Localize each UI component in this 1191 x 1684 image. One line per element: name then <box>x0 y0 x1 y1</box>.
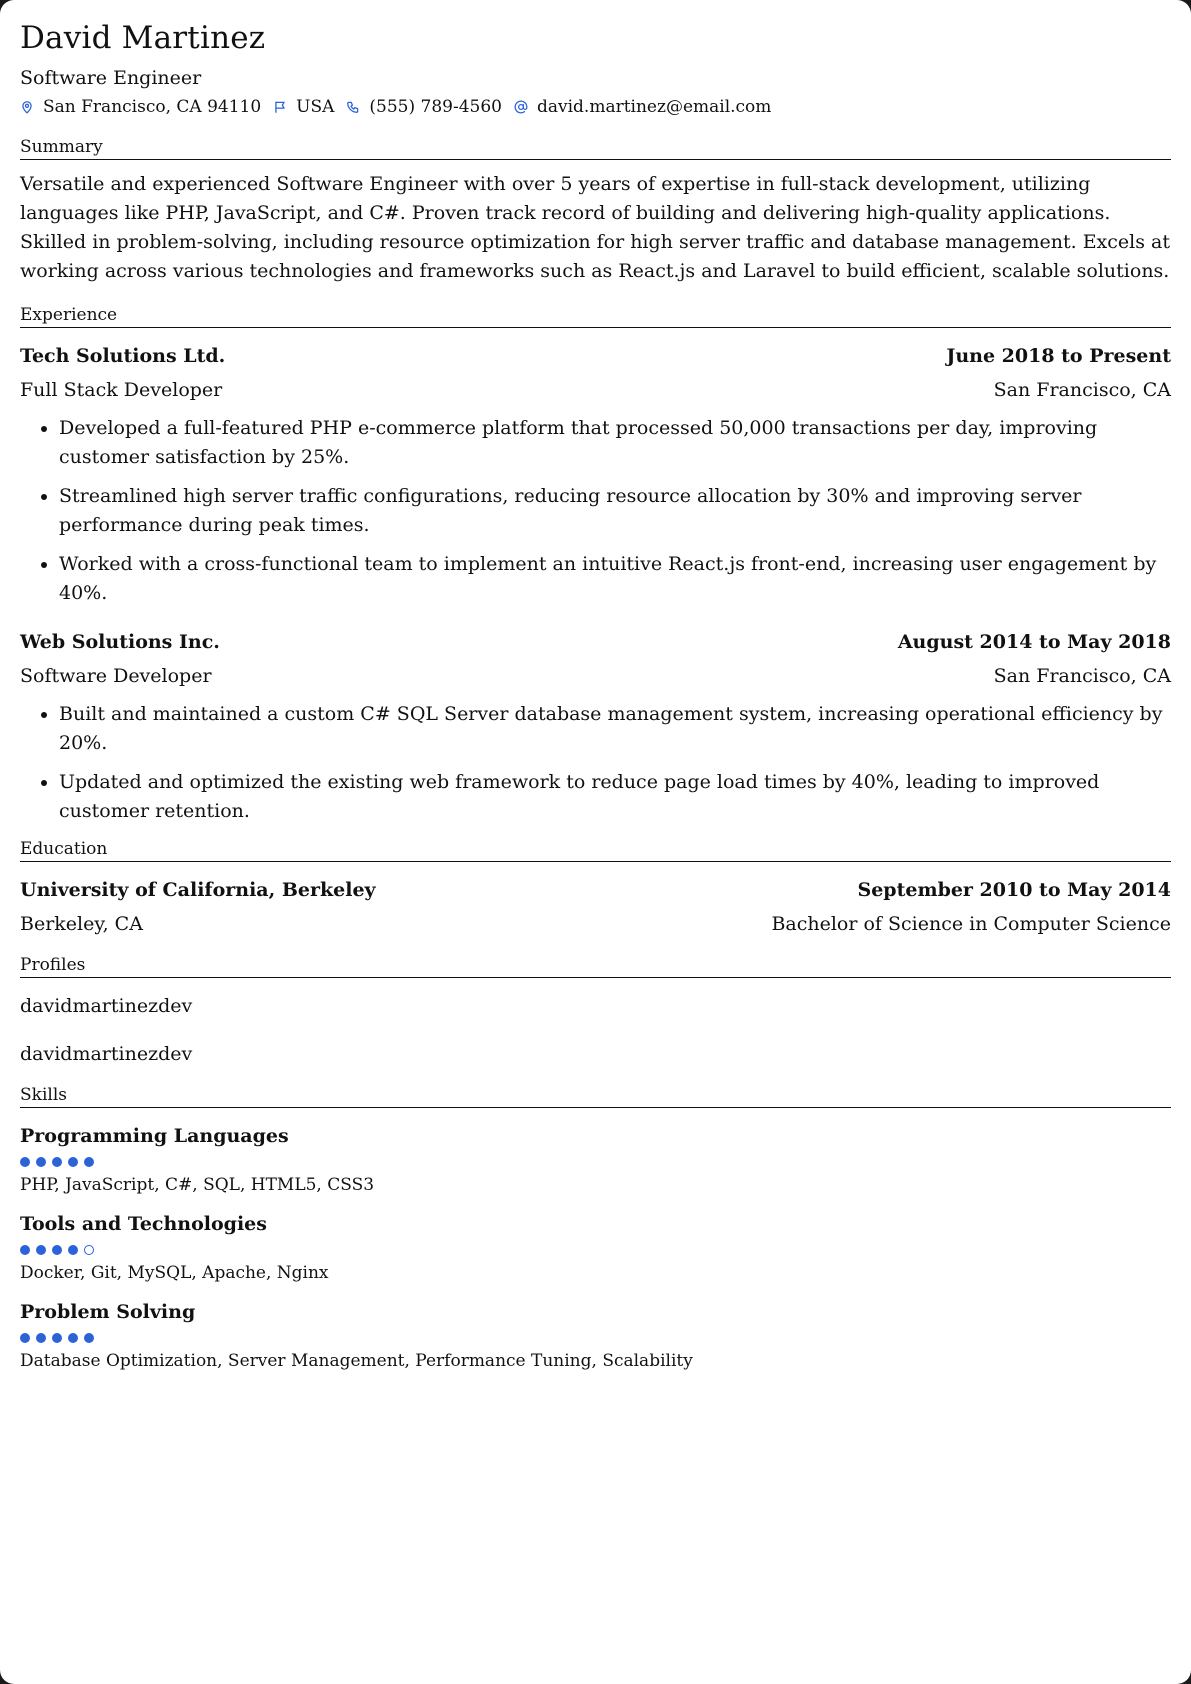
skills-section <box>20 1084 1171 1372</box>
bullet-item: • Worked with a cross-functional team to implement an intuitive React.js front-end, increasing user engagement by 40%. <box>59 550 1171 608</box>
bullet-item: • Developed a full-featured PHP e-commerce platform that processed 50,000 transactions per day, improving customer satisfaction by 25%. <box>59 414 1171 472</box>
filled-dot-icon <box>20 1157 30 1167</box>
education-item <box>20 878 1171 936</box>
company-name: Tech Solutions Ltd. <box>20 345 226 367</box>
summary-section <box>20 136 1171 286</box>
date-range: September 2010 to May 2014 <box>857 879 1171 901</box>
skill-name: Problem Solving <box>20 1301 196 1323</box>
filled-dot-icon <box>52 1157 62 1167</box>
skill-item <box>20 1124 1171 1196</box>
profile-link[interactable]: davidmartinezdev <box>20 995 193 1017</box>
bullet-item: • Built and maintained a custom C# SQL Server database management system, increasing operational efficiency by 20%. <box>59 700 1171 758</box>
filled-dot-icon <box>36 1245 46 1255</box>
contact-country-text: USA <box>296 97 335 117</box>
phone-icon <box>346 100 360 114</box>
summary-text: Versatile and experienced Software Engineer with over 5 years of expertise in full-stack development, utilizing languages like PHP, JavaScript, and C#. Proven track record of building and delivering high-quality applications. Skilled in problem-solving, including resource optimization for high server traffic and database management. Excels at working across various technologies and frameworks such as React.js and Laravel to build efficient, scalable solutions. <box>20 173 1170 282</box>
experience-section <box>20 304 1171 826</box>
filled-dot-icon <box>20 1333 30 1343</box>
contact-phone-text[interactable]: (555) 789-4560 <box>369 97 502 117</box>
bullet-list <box>20 414 1171 608</box>
filled-dot-icon <box>36 1157 46 1167</box>
education-section <box>20 838 1171 936</box>
contact-location <box>20 96 261 118</box>
profiles-section <box>20 954 1171 1066</box>
filled-dot-icon <box>52 1333 62 1343</box>
filled-dot-icon <box>36 1333 46 1343</box>
degree: Bachelor of Science in Computer Science <box>771 913 1171 935</box>
contact-email[interactable] <box>514 96 771 118</box>
skill-level-rating <box>20 1332 1171 1344</box>
bullet-item: • Updated and optimized the existing web framework to reduce page load times by 40%, leading to improved customer retention. <box>59 768 1171 826</box>
section-title: Summary <box>20 136 1171 160</box>
map-pin-icon <box>20 100 34 114</box>
skill-keywords: Docker, Git, MySQL, Apache, Nginx <box>20 1263 329 1283</box>
candidate-name: David Martinez <box>20 20 266 56</box>
contact-country <box>273 96 334 118</box>
section-title: Skills <box>20 1084 1171 1108</box>
skill-name: Tools and Technologies <box>20 1213 267 1235</box>
filled-dot-icon <box>84 1333 94 1343</box>
filled-dot-icon <box>68 1157 78 1167</box>
contact-phone[interactable] <box>346 96 502 118</box>
bullet-list <box>20 700 1171 826</box>
resume-header <box>20 18 1171 118</box>
institution-name: University of California, Berkeley <box>20 879 376 901</box>
skill-level-rating <box>20 1156 1171 1168</box>
filled-dot-icon <box>84 1157 94 1167</box>
section-title: Profiles <box>20 954 1171 978</box>
company-name: Web Solutions Inc. <box>20 631 220 653</box>
profile-link[interactable]: davidmartinezdev <box>20 1043 193 1065</box>
experience-item <box>20 344 1171 608</box>
filled-dot-icon <box>68 1245 78 1255</box>
contact-location-text: San Francisco, CA 94110 <box>43 97 262 117</box>
experience-item <box>20 630 1171 826</box>
empty-dot-icon <box>84 1245 94 1255</box>
date-range: August 2014 to May 2018 <box>897 631 1171 653</box>
position: Full Stack Developer <box>20 379 223 401</box>
skill-level-rating <box>20 1244 1171 1256</box>
location: San Francisco, CA <box>993 379 1171 401</box>
skill-item <box>20 1212 1171 1284</box>
at-sign-icon <box>514 100 528 114</box>
skill-name: Programming Languages <box>20 1125 289 1147</box>
flag-icon <box>273 100 287 114</box>
filled-dot-icon <box>52 1245 62 1255</box>
bullet-item: • Streamlined high server traffic configurations, reducing resource allocation by 30% and improving server performance during peak times. <box>59 482 1171 540</box>
location: Berkeley, CA <box>20 913 143 935</box>
skill-keywords: Database Optimization, Server Management, Performance Tuning, Scalability <box>20 1351 693 1371</box>
section-title: Experience <box>20 304 1171 328</box>
filled-dot-icon <box>68 1333 78 1343</box>
skill-keywords: PHP, JavaScript, C#, SQL, HTML5, CSS3 <box>20 1175 375 1195</box>
section-title: Education <box>20 838 1171 862</box>
skill-item <box>20 1300 1171 1372</box>
candidate-headline: Software Engineer <box>20 67 202 89</box>
contact-email-link[interactable]: david.martinez@email.com <box>536 97 772 117</box>
date-range: June 2018 to Present <box>946 345 1171 367</box>
contact-row <box>20 96 1171 118</box>
position: Software Developer <box>20 665 212 687</box>
filled-dot-icon <box>20 1245 30 1255</box>
location: San Francisco, CA <box>993 665 1171 687</box>
